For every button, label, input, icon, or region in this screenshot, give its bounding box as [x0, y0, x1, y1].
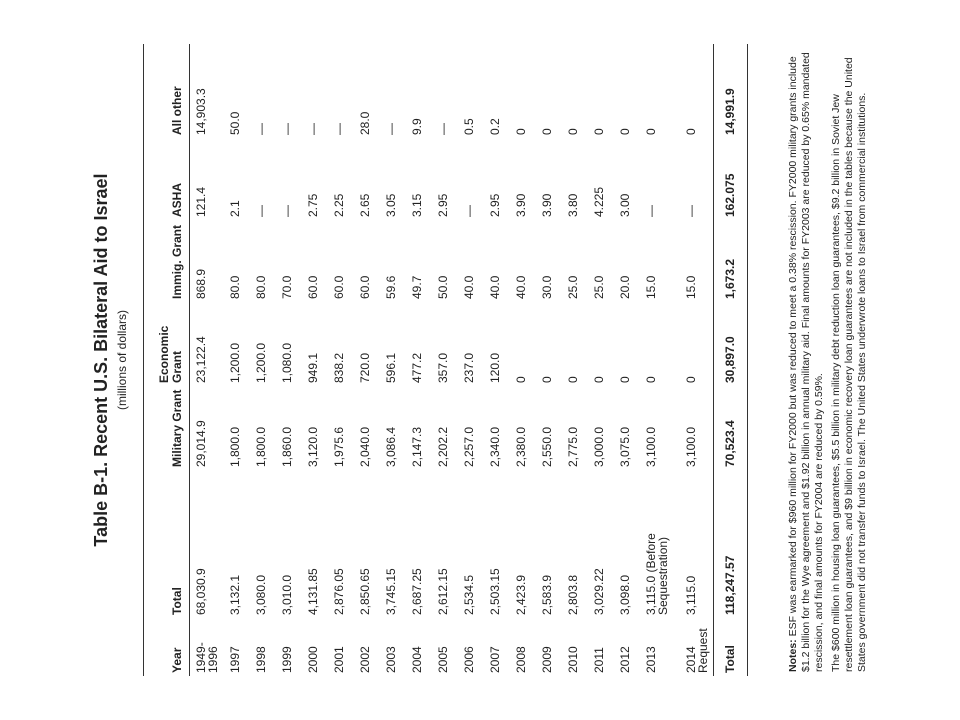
cell-asha: 2.65	[357, 193, 372, 217]
cell-immig-grant: 59.6	[383, 275, 398, 299]
cell-immig-grant: 40.0	[461, 275, 476, 299]
cell-asha: —	[253, 205, 268, 217]
cell-year: 2001	[331, 646, 346, 673]
cell-year: 2010	[565, 646, 580, 673]
cell-military-grant: 1,975.6	[331, 426, 346, 467]
cell-all-other: 50.0	[227, 111, 242, 135]
cell-immig-grant: 80.0	[253, 275, 268, 299]
cell-asha: 3.90	[513, 193, 528, 217]
table-subtitle: (millions of dollars)	[115, 309, 129, 411]
total-cell-total: 118,247.57	[714, 470, 748, 618]
total-cell-immig-grant: 1,673.2	[714, 220, 748, 302]
aid-table	[143, 44, 748, 676]
cell-asha: 121.4	[194, 186, 208, 217]
cell-year: 2007	[487, 646, 502, 673]
table-row	[250, 44, 276, 676]
table-row	[406, 44, 432, 676]
total-cell-asha: 162.075	[714, 138, 748, 220]
cell-all-other: 0	[617, 128, 632, 135]
col-header-all-other: All other	[144, 44, 190, 138]
cell-economic-grant: 0	[539, 376, 554, 383]
cell-immig-grant: 15.0	[683, 275, 698, 299]
cell-economic-grant: 949.1	[305, 352, 320, 383]
cell-military-grant: 1,800.0	[227, 426, 242, 467]
cell-all-other: 0	[539, 128, 554, 135]
cell-year: 1949-1996	[194, 642, 220, 673]
col-header-year: Year	[144, 618, 190, 676]
cell-military-grant: 2,340.0	[487, 426, 502, 467]
cell-immig-grant: 40.0	[487, 275, 502, 299]
cell-economic-grant: 0	[565, 376, 580, 383]
cell-economic-grant: 23,122.4	[194, 336, 208, 383]
notes-paragraph-2: The $600 million in housing loan guarantees, $5.5 billion in military debt reduction loan guarantees, $9.2 billion in Soviet Jew resettlement loan guarantees, and $9 billion in economic recovery loan guarantees are not included in the tables because the United States government did not transfer funds to Israel. The United States underwrote loans to Israel from commercial institutions.	[830, 57, 868, 672]
cell-asha: 3.15	[409, 193, 424, 217]
cell-asha: 2.25	[331, 193, 346, 217]
cell-year: 2006	[461, 646, 476, 673]
cell-military-grant: 3,120.0	[305, 426, 320, 467]
cell-economic-grant: 838.2	[331, 352, 346, 383]
col-header-total: Total	[144, 470, 190, 618]
notes-paragraph-1	[787, 48, 826, 672]
cell-economic-grant: 1,200.0	[227, 342, 242, 383]
cell-total: 68,030.9	[194, 568, 208, 615]
col-header-economic-grant: Economic Grant	[144, 302, 190, 386]
cell-military-grant: 29,014.9	[194, 420, 208, 467]
cell-immig-grant: 60.0	[331, 275, 346, 299]
cell-total: 2,803.8	[565, 574, 580, 615]
cell-military-grant: 1,800.0	[253, 426, 268, 467]
cell-total: 2,534.5	[461, 574, 476, 615]
cell-military-grant: 2,257.0	[461, 426, 476, 467]
cell-all-other: 28.0	[357, 111, 372, 135]
cell-all-other: —	[435, 123, 450, 135]
cell-asha: 2.95	[435, 193, 450, 217]
cell-all-other: 0.2	[487, 118, 502, 135]
cell-economic-grant: 237.0	[461, 352, 476, 383]
notes-label: Notes:	[787, 639, 799, 672]
cell-economic-grant: 0	[617, 376, 632, 383]
cell-immig-grant: 40.0	[513, 275, 528, 299]
cell-year: 2009	[539, 646, 554, 673]
rotated-document-page	[85, 36, 875, 684]
cell-all-other: 0	[513, 128, 528, 135]
cell-total: 2,687.25	[409, 568, 424, 615]
cell-total: 3,098.0	[617, 574, 632, 615]
cell-immig-grant: 25.0	[591, 275, 606, 299]
cell-economic-grant: 1,080.0	[279, 342, 294, 383]
cell-military-grant: 3,000.0	[591, 426, 606, 467]
table-notes	[787, 48, 873, 672]
cell-total: 3,029.22	[591, 568, 606, 615]
cell-all-other: 0.5	[461, 118, 476, 135]
cell-economic-grant: 477.2	[409, 352, 424, 383]
table-title: Table B-1. Recent U.S. Bilateral Aid to Israel	[91, 173, 111, 547]
cell-military-grant: 2,775.0	[565, 426, 580, 467]
cell-immig-grant: 49.7	[409, 275, 424, 299]
total-cell-economic-grant: 30,897.0	[714, 302, 748, 386]
cell-military-grant: 2,202.2	[435, 426, 450, 467]
cell-military-grant: 2,040.0	[357, 426, 372, 467]
table-row	[588, 44, 614, 676]
cell-all-other: —	[253, 123, 268, 135]
cell-economic-grant: 0	[643, 376, 658, 383]
cell-immig-grant: 15.0	[643, 275, 658, 299]
cell-year: 2004	[409, 646, 424, 673]
table-row	[328, 44, 354, 676]
cell-immig-grant: 868.9	[194, 268, 208, 299]
cell-year: 2008	[513, 646, 528, 673]
table-body	[190, 44, 748, 676]
table-row	[680, 44, 714, 676]
cell-asha: —	[461, 205, 476, 217]
cell-immig-grant: 60.0	[305, 275, 320, 299]
cell-total: 2,850.65	[357, 568, 372, 615]
cell-year: 2002	[357, 646, 372, 673]
notes-paragraph-1-text: ESF was earmarked for $960 million for FY2000 but was reduced to meet a 0.38% rescission. FY2000 military grants include $1.2 billion for the Wye agreement and $1.92 billion in annual military aid. Final amounts for FY2003 are reduced by 0.65% mandated rescission, and final amounts for FY2004 are reduced by 0.59%.	[787, 52, 825, 672]
table-row	[354, 44, 380, 676]
cell-asha: —	[683, 205, 698, 217]
cell-year: 1997	[227, 646, 242, 673]
cell-asha: 3.80	[565, 193, 580, 217]
cell-economic-grant: 0	[591, 376, 606, 383]
cell-economic-grant: 0	[513, 376, 528, 383]
cell-all-other: —	[305, 123, 320, 135]
cell-immig-grant: 20.0	[617, 275, 632, 299]
cell-military-grant: 2,550.0	[539, 426, 554, 467]
cell-military-grant: 3,100.0	[643, 426, 658, 467]
table-row	[432, 44, 458, 676]
cell-year: 2003	[383, 646, 398, 673]
table-row	[302, 44, 328, 676]
table-row	[484, 44, 510, 676]
cell-all-other: 0	[683, 128, 698, 135]
cell-year: 1999	[279, 646, 294, 673]
cell-military-grant: 2,380.0	[513, 426, 528, 467]
col-header-asha: ASHA	[144, 138, 190, 220]
cell-all-other: 14,903.3	[194, 88, 208, 135]
cell-year: 2011	[591, 647, 606, 673]
table-row	[614, 44, 640, 676]
cell-economic-grant: 720.0	[357, 352, 372, 383]
table-row	[562, 44, 588, 676]
cell-asha: —	[279, 205, 294, 217]
cell-total: 3,080.0	[253, 574, 268, 615]
cell-immig-grant: 25.0	[565, 275, 580, 299]
cell-all-other: 0	[643, 128, 658, 135]
col-header-military-grant: Military Grant	[144, 386, 190, 470]
table-row	[458, 44, 484, 676]
cell-immig-grant: 70.0	[279, 275, 294, 299]
table-row	[536, 44, 562, 676]
cell-total: 2,503.15	[487, 568, 502, 615]
cell-asha: 4.225	[591, 186, 606, 217]
cell-military-grant: 3,100.0	[683, 426, 698, 467]
cell-year: 1998	[253, 646, 268, 673]
cell-economic-grant: 0	[683, 376, 698, 383]
table-row	[380, 44, 406, 676]
cell-economic-grant: 596.1	[383, 352, 398, 383]
total-cell-military-grant: 70,523.4	[714, 386, 748, 470]
table-total-row	[714, 44, 748, 676]
cell-all-other: —	[331, 123, 346, 135]
col-header-immig-grant: Immig. Grant	[144, 220, 190, 302]
cell-immig-grant: 60.0	[357, 275, 372, 299]
cell-total: 2,583.9	[539, 574, 554, 615]
cell-asha: 2.1	[227, 200, 242, 217]
cell-all-other: 0	[591, 128, 606, 135]
cell-total: 3,132.1	[227, 574, 242, 615]
cell-asha: —	[643, 205, 658, 217]
cell-economic-grant: 120.0	[487, 352, 502, 383]
cell-asha: 3.00	[617, 193, 632, 217]
cell-year: 2000	[305, 646, 320, 673]
cell-economic-grant: 1,200.0	[253, 342, 268, 383]
cell-year: 2012	[617, 646, 632, 673]
cell-total: 2,612.15	[435, 568, 450, 615]
total-cell-all-other: 14,991.9	[714, 44, 748, 138]
cell-all-other: —	[383, 123, 398, 135]
total-cell-year: Total	[714, 618, 748, 676]
cell-all-other: 9.9	[409, 118, 424, 135]
cell-all-other: 0	[565, 128, 580, 135]
cell-year: 2005	[435, 646, 450, 673]
table-row	[640, 44, 680, 676]
cell-immig-grant: 80.0	[227, 275, 242, 299]
cell-total: 2,423.9	[513, 574, 528, 615]
cell-military-grant: 3,086.4	[383, 426, 398, 467]
cell-economic-grant: 357.0	[435, 352, 450, 383]
cell-total: 3,115.0 (Before Sequestration)	[643, 533, 670, 615]
cell-total: 2,876.05	[331, 568, 346, 615]
cell-all-other: —	[279, 123, 294, 135]
table-row	[190, 44, 224, 676]
table-row	[510, 44, 536, 676]
cell-military-grant: 1,860.0	[279, 426, 294, 467]
cell-asha: 2.75	[305, 193, 320, 217]
cell-total: 4,131.85	[305, 568, 320, 615]
table-row	[276, 44, 302, 676]
cell-total: 3,010.0	[279, 574, 294, 615]
cell-asha: 3.05	[383, 193, 398, 217]
cell-asha: 3.90	[539, 193, 554, 217]
cell-total: 3,745.15	[383, 568, 398, 615]
cell-military-grant: 2,147.3	[409, 426, 424, 467]
cell-immig-grant: 30.0	[539, 275, 554, 299]
cell-year: 2014 Request	[683, 628, 710, 673]
cell-year: 2013	[643, 646, 658, 673]
table-row	[224, 44, 250, 676]
cell-asha: 2.95	[487, 193, 502, 217]
cell-military-grant: 3,075.0	[617, 426, 632, 467]
table-header-row	[144, 44, 190, 676]
cell-immig-grant: 50.0	[435, 275, 450, 299]
cell-total: 3,115.0	[683, 575, 698, 615]
